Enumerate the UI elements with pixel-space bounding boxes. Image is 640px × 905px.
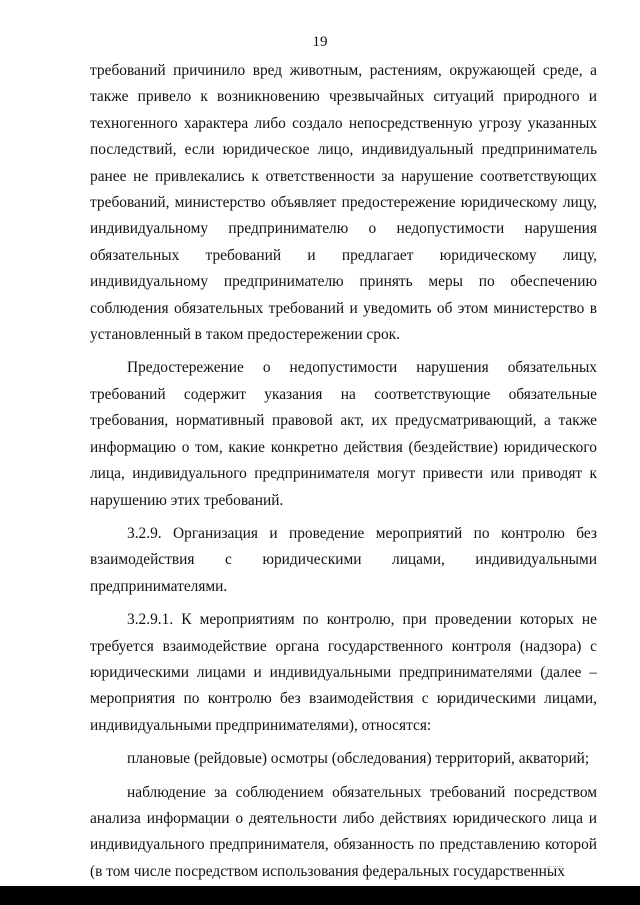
paragraph-1: требований причинило вред животным, растениям, окружающей среде, а также привело к возникновению чрезвычайных ситуаций природного и техногенного характера либо создало непосредственную угрозу указанных последствий, если юридическое лицо, индивидуальный предприниматель ранее не привлекались к ответственности за нарушение соответствующих требований, министерство объявляет предостережение юридическому лицу, индивидуальному предпринимателю о недопустимости нарушения обязательных требований и предлагает юридическому лицу, индивидуальному предпринимателю принять меры по обеспечению соблюдения обязательных требований и уведомить об этом министерство в установленный в таком предостережении срок. [90, 62, 597, 344]
scan-speck [548, 866, 562, 869]
paragraph-6: наблюдение за соблюдением обязательных требований посредством анализа информации о деятельности либо действиях юридического лица и индивидуального предпринимателя, обязанность по представлению которой (в том числе посредством использования федеральных государственных [90, 783, 597, 880]
paragraph-5: плановые (рейдовые) осмотры (обследования) территорий, акваторий; [127, 750, 590, 768]
page-number: 19 [312, 34, 328, 50]
paragraph-3: 3.2.9. Организация и проведение мероприятий по контролю без взаимодействия с юридическими лицами, индивидуальными предпринимателями. [90, 524, 597, 595]
paragraph-2: Предостережение о недопустимости нарушения обязательных требований содержит указания на соответствующие обязательные требования, нормативный правовой акт, их предусматривающий, а также информацию о том, какие конкретно действия (бездействие) юридического лица, индивидуального предпринимателя могут привести или приводят к нарушению этих требований. [90, 359, 597, 509]
paragraph-4: 3.2.9.1. К мероприятиям по контролю, при проведении которых не требуется взаимодействие органа государственного контроля (надзора) с юридическими лицами и индивидуальными предпринимателями (далее – мероприятия по контролю без взаимодействия с юридическими лицами, индивидуальными предпринимателями), относятся: [90, 611, 597, 734]
scan-bottom-edge [0, 886, 640, 905]
document-body [90, 58, 597, 885]
